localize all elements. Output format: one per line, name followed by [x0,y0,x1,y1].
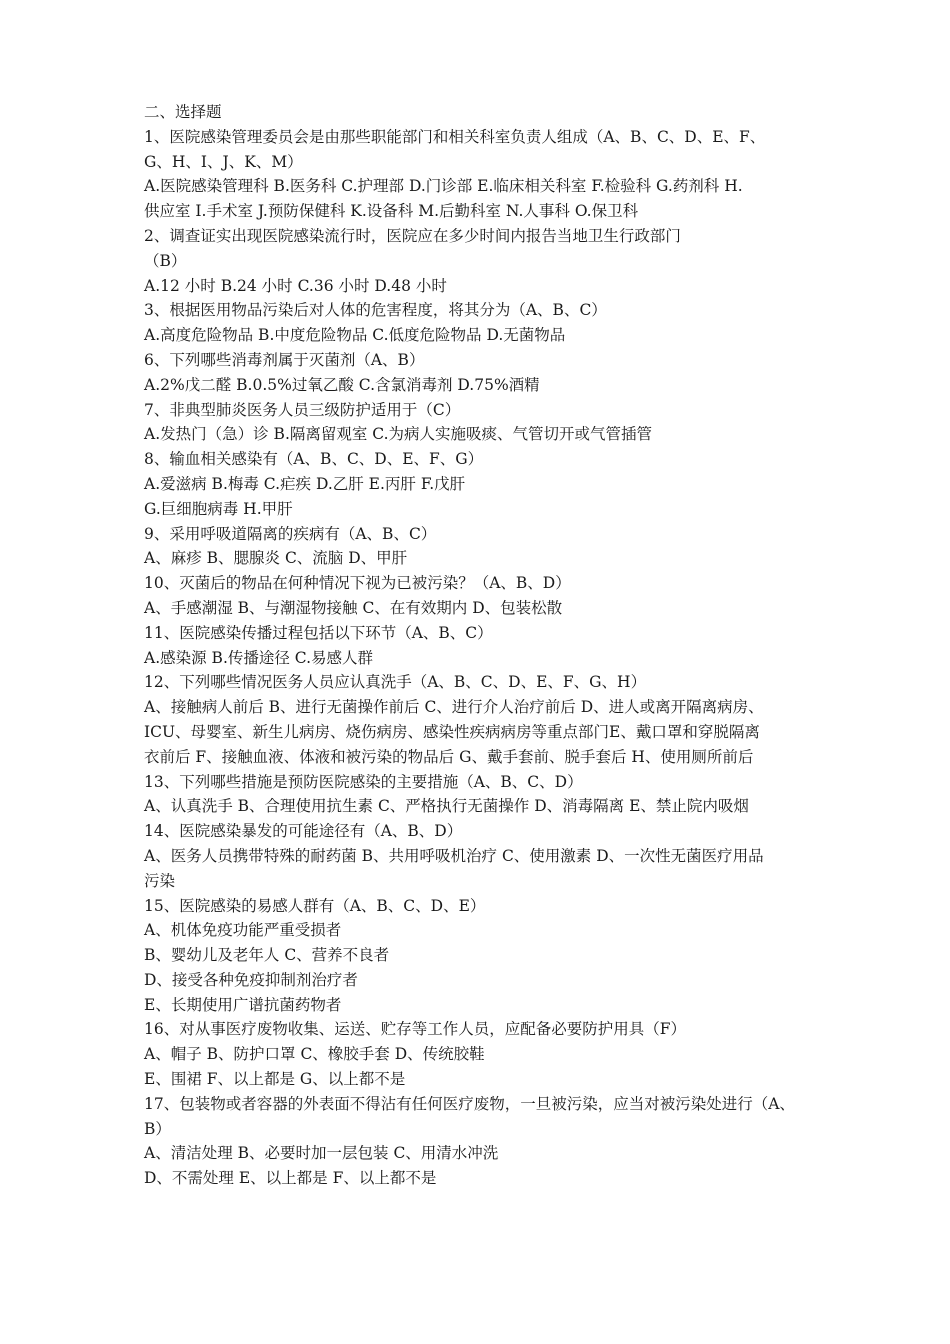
question-16-options-cont: E、围裙 F、以上都是 G、以上都不是 [144,1070,406,1089]
question-8-stem: 8、输血相关感染有（A、B、C、D、E、F、G） [144,450,484,469]
question-7-options: A.发热门（急）诊 B.隔离留观室 C.为病人实施吸痰、气管切开或气管插管 [144,425,653,444]
question-15-option-e: E、长期使用广谱抗菌药物者 [144,995,342,1014]
document-page [144,100,812,1191]
question-2-answer: （B） [144,251,187,270]
question-14-options: A、医务人员携带特殊的耐药菌 B、共用呼吸机治疗 C、使用激素 D、一次性无菌医疗用品 [144,846,764,865]
question-1-stem: 1、医院感染管理委员会是由那些职能部门和相关科室负责人组成（A、B、C、D、E、F、 [144,127,766,146]
question-10-options: A、手感潮湿 B、与潮湿物接触 C、在有效期内 D、包装松散 [144,598,563,617]
question-11-stem: 11、医院感染传播过程包括以下环节（A、B、C） [144,623,493,642]
question-1-options: A.医院感染管理科 B.医务科 C.护理部 D.门诊部 E.临床相关科室 F.检验科 G.药剂科 H. [144,177,743,196]
question-2-stem: 2、调查证实出现医院感染流行时，医院应在多少时间内报告当地卫生行政部门 [144,226,681,245]
question-16-options: A、帽子 B、防护口罩 C、橡胶手套 D、传统胶鞋 [144,1045,485,1064]
question-17-options-cont: D、不需处理 E、以上都是 F、以上都不是 [144,1169,437,1188]
question-13-options: A、认真洗手 B、合理使用抗生素 C、严格执行无菌操作 D、消毒隔离 E、禁止院内吸烟 [144,797,749,816]
question-9-stem: 9、采用呼吸道隔离的疾病有（A、B、C） [144,524,437,543]
question-8-options: A.爱滋病 B.梅毒 C.疟疾 D.乙肝 E.丙肝 F.戊肝 [144,474,466,493]
section-heading: 二、选择题 [144,103,222,121]
question-17-stem: 17、包装物或者容器的外表面不得沾有任何医疗废物，一旦被污染，应当对被污染处进行（A、 [144,1094,795,1113]
question-12-options-cont: 衣前后 F、接触血液、体液和被污染的物品后 G、戴手套前、脱手套后 H、使用厕所前后 [144,747,754,766]
question-12-options-cont: ICU、母婴室、新生儿病房、烧伤病房、感染性疾病病房等重点部门E、戴口罩和穿脱隔离 [144,722,760,741]
question-16-stem: 16、对从事医疗废物收集、运送、贮存等工作人员，应配备必要防护用具（F） [144,1020,686,1039]
question-15-stem: 15、医院感染的易感人群有（A、B、C、D、E） [144,896,486,915]
question-14-options-cont: 污染 [144,871,176,890]
question-9-options: A、麻疹 B、腮腺炎 C、流脑 D、甲肝 [144,549,408,568]
question-12-options: A、接触病人前后 B、进行无菌操作前后 C、进行介人治疗前后 D、进人或离开隔离病房、 [144,698,764,717]
question-15-option-bc: B、婴幼儿及老年人 C、营养不良者 [144,946,390,965]
question-6-stem: 6、下列哪些消毒剂属于灭菌剂（A、B） [144,350,425,369]
question-11-options: A.感染源 B.传播途径 C.易感人群 [144,648,374,667]
question-1-options-cont: 供应室 I.手术室 J.预防保健科 K.设备科 M.后勤科室 N.人事科 O.保卫科 [144,202,639,221]
question-2-options: A.12 小时 B.24 小时 C.36 小时 D.48 小时 [144,276,447,295]
question-6-options: A.2%戊二醛 B.0.5%过氧乙酸 C.含氯消毒剂 D.75%酒精 [144,375,540,394]
question-1-stem-cont: G、H、I、J、K、M） [144,152,303,171]
question-12-stem: 12、下列哪些情况医务人员应认真洗手（A、B、C、D、E、F、G、H） [144,673,647,692]
question-14-stem: 14、医院感染暴发的可能途径有（A、B、D） [144,822,463,841]
question-10-stem: 10、灭菌后的物品在何种情况下视为已被污染？（A、B、D） [144,574,571,593]
question-15-option-a: A、机体免疫功能严重受损者 [144,921,342,940]
question-8-options-cont: G.巨细胞病毒 H.甲肝 [144,499,293,518]
question-3-stem: 3、根据医用物品污染后对人体的危害程度，将其分为（A、B、C） [144,301,607,320]
question-17-options: A、清洁处理 B、必要时加一层包装 C、用清水冲洗 [144,1144,499,1163]
question-17-answer: B） [144,1119,171,1138]
question-13-stem: 13、下列哪些措施是预防医院感染的主要措施（A、B、C、D） [144,772,583,791]
question-7-stem: 7、非典型肺炎医务人员三级防护适用于（C） [144,400,461,419]
question-3-options: A.高度危险物品 B.中度危险物品 C.低度危险物品 D.无菌物品 [144,326,566,345]
question-15-option-d: D、接受各种免疫抑制剂治疗者 [144,970,358,989]
